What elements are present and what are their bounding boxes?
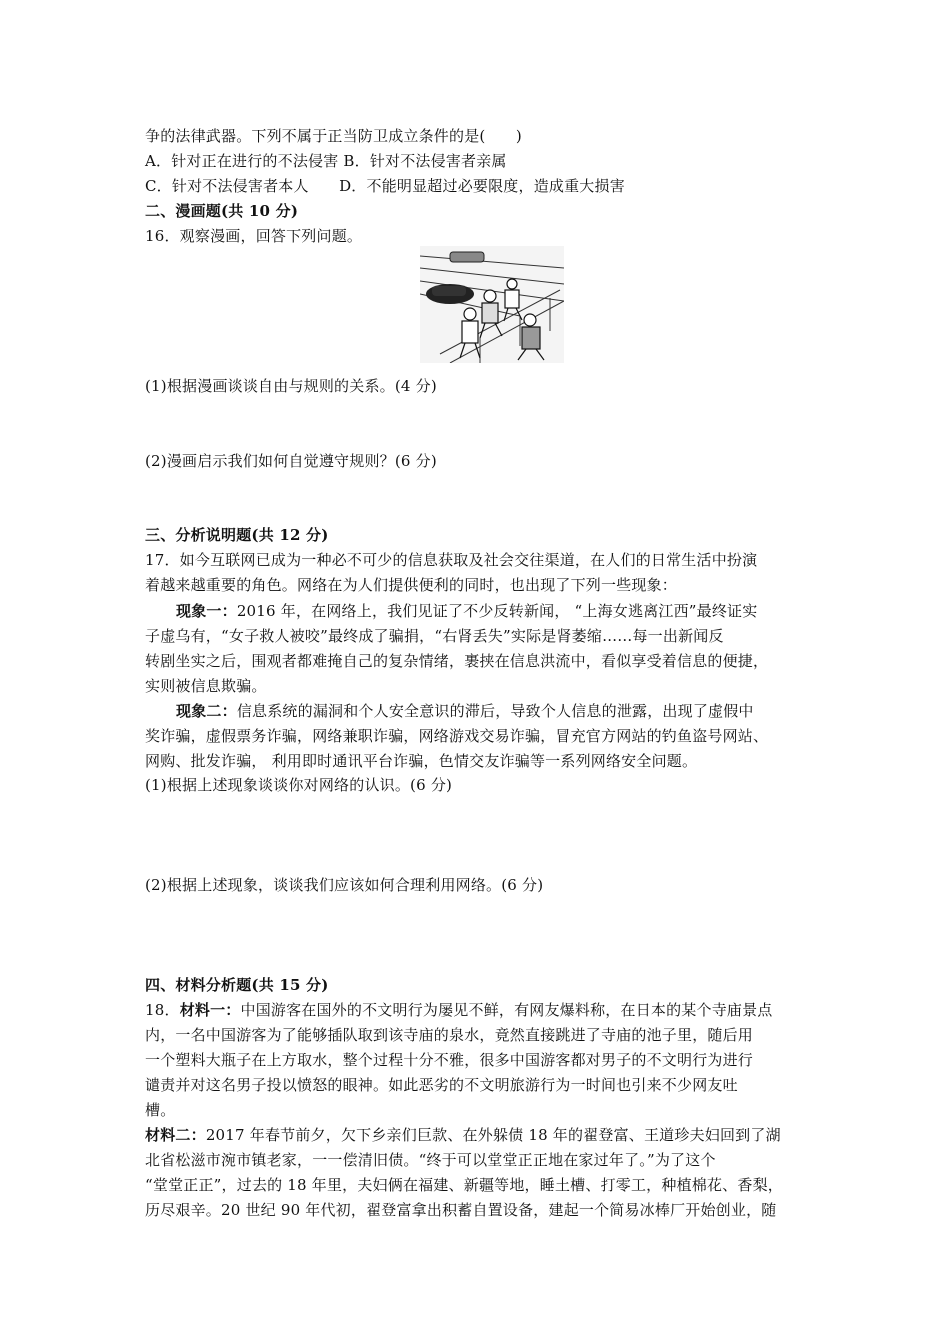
material-2-label: 材料二： <box>145 1126 206 1144</box>
q15-options-ab: A．针对正在进行的不法侵害 B．针对不法侵害者亲属 <box>145 152 507 170</box>
question-18-number: 18． <box>145 1001 180 1019</box>
phenomenon-2-text: 信息系统的漏洞和个人安全意识的滞后，导致个人信息的泄露，出现了虚假中 <box>236 702 754 720</box>
material-1-label: 材料一： <box>179 1001 241 1019</box>
material-1-line-3: 一个塑料大瓶子在上方取水，整个过程十分不雅，很多中国游客都对男子的不文明行为进行 <box>145 1051 754 1069</box>
question-16-part-2: (2)漫画启示我们如何自觉遵守规则？(6 分) <box>145 452 437 470</box>
material-2-line-1 <box>145 1123 810 1147</box>
q15-stem-end: 争的法律武器。下列不属于正当防卫成立条件的是( ) <box>145 127 522 145</box>
question-16: 16．观察漫画，回答下列问题。 <box>145 227 363 245</box>
phenomenon-1-line-1 <box>176 599 841 623</box>
phenomenon-2-label: 现象二： <box>176 702 237 720</box>
material-1-line-5: 槽。 <box>145 1101 176 1119</box>
question-17-part-1: (1)根据上述现象谈谈你对网络的认识。(6 分) <box>145 776 453 794</box>
material-1-line-1 <box>145 998 810 1022</box>
question-16-part-1: (1)根据漫画谈谈自由与规则的关系。(4 分) <box>145 377 437 395</box>
section-4-heading: 四、材料分析题(共 15 分) <box>145 976 329 994</box>
material-2-line-4: 历尽艰辛。20 世纪 90 年代初，翟登富拿出积蓄自置设备，建起一个简易冰棒厂开始创业，随 <box>145 1201 777 1219</box>
material-2-line-2: 北省松滋市涴市镇老家，一一偿清旧债。“终于可以堂堂正正地在家过年了。”为了这个 <box>145 1151 716 1169</box>
material-1-text: 中国游客在国外的不文明行为屡见不鲜，有网友爆料称，在日本的某个寺庙景点 <box>240 1001 773 1019</box>
phenomenon-1-line-3: 转剧坐实之后，围观者都难掩自己的复杂情绪，裹挟在信息洪流中，看似享受着信息的便捷， <box>145 652 769 670</box>
material-1-line-2: 内，一名中国游客为了能够插队取到该寺庙的泉水，竟然直接跳进了寺庙的池子里，随后用 <box>145 1026 754 1044</box>
section-3-heading: 三、分析说明题(共 12 分) <box>145 526 329 544</box>
section-2-heading: 二、漫画题(共 10 分) <box>145 202 299 220</box>
q15-options-cd: C．针对不法侵害者本人 D．不能明显超过必要限度，造成重大损害 <box>145 177 625 195</box>
material-2-text: 2017 年春节前夕，欠下乡亲们巨款、在外躲债 18 年的翟登富、王道珍夫妇回到了湖 <box>205 1126 781 1144</box>
question-17-part-2: (2)根据上述现象，谈谈我们应该如何合理利用网络。(6 分) <box>145 876 544 894</box>
cartoon-image <box>420 246 564 363</box>
question-17-intro-line-1: 17．如今互联网已成为一种必不可少的信息获取及社会交往渠道，在人们的日常生活中扮演 <box>145 551 758 569</box>
phenomenon-2-line-3: 网购、批发诈骗， 利用即时通讯平台诈骗，色情交友诈骗等一系列网络安全问题。 <box>145 752 698 770</box>
phenomenon-1-line-2: 子虚乌有，“女子救人被咬”最终成了骗捐，“右肾丢失”实际是肾萎缩……每一出新闻反 <box>145 627 724 645</box>
phenomenon-2-line-2: 奖诈骗，虚假票务诈骗，网络兼职诈骗，网络游戏交易诈骗，冒充官方网站的钓鱼盗号网站、 <box>145 727 769 745</box>
question-17-intro-line-2: 着越来越重要的角色。网络在为人们提供便利的同时，也出现了下列一些现象： <box>145 576 678 594</box>
phenomenon-1-label: 现象一： <box>176 602 237 620</box>
material-1-line-4: 谴责并对这名男子投以愤怒的眼神。如此恶劣的不文明旅游行为一时间也引来不少网友吐 <box>145 1076 738 1094</box>
phenomenon-1-line-4: 实则被信息欺骗。 <box>145 677 267 695</box>
phenomenon-2-line-1 <box>176 699 841 723</box>
material-2-line-3: “堂堂正正”，过去的 18 年里，夫妇俩在福建、新疆等地，睡土槽、打零工，种植棉花、香梨， <box>145 1176 783 1194</box>
phenomenon-1-text: 2016 年，在网络上，我们见证了不少反转新闻， “上海女逃离江西”最终证实 <box>236 602 758 620</box>
